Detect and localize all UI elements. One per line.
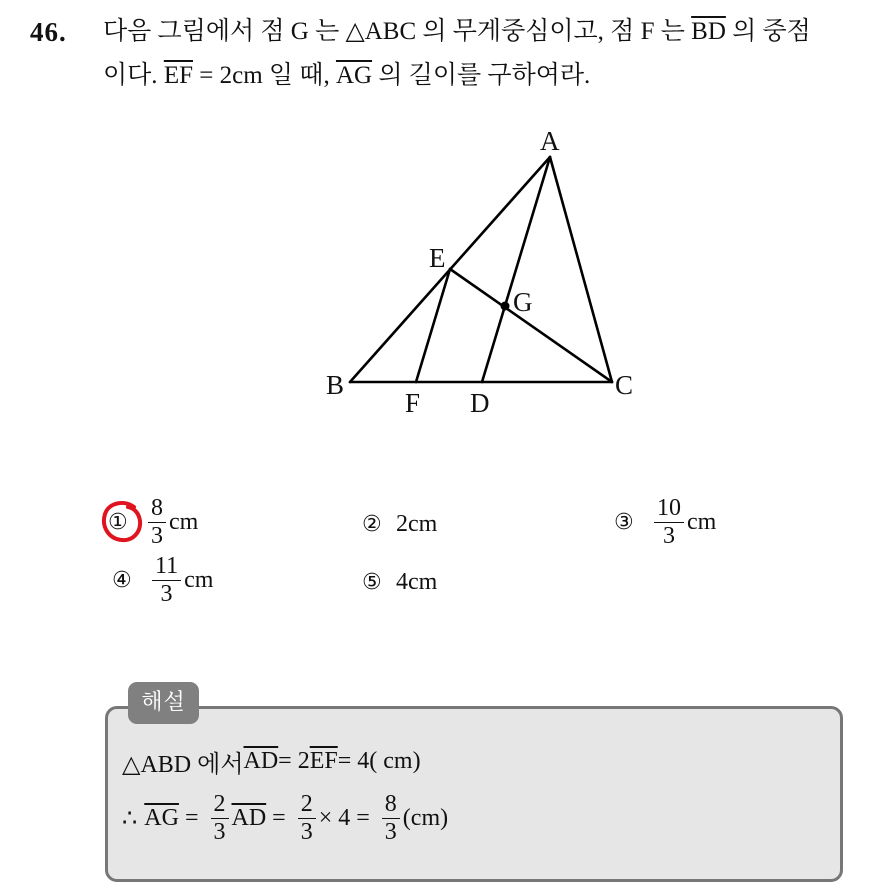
choice-4-marker: ④ xyxy=(112,568,132,593)
solution-2a: = xyxy=(178,805,205,831)
label-f: F xyxy=(405,388,421,418)
choice-1-unit: cm xyxy=(169,509,199,535)
segment-ef-line xyxy=(416,269,450,382)
choice-2-marker: ② xyxy=(362,512,382,537)
label-b: B xyxy=(326,370,345,400)
solution-fraction-1-num: 2 xyxy=(211,791,229,819)
solution-segment-ad: $\overline{AD}$ xyxy=(243,748,279,774)
choice-2-value: 2cm xyxy=(396,511,438,537)
solution-line-2 xyxy=(122,791,448,846)
choice-5-value: 4cm xyxy=(396,569,438,595)
choice-4-unit: cm xyxy=(184,567,214,593)
choice-4[interactable] xyxy=(112,553,213,608)
label-e: E xyxy=(429,243,446,273)
solution-2c: × 4 = xyxy=(318,805,376,831)
solution-segment-ef: $\overline{EF}$ xyxy=(309,748,338,774)
choice-3[interactable] xyxy=(614,495,716,550)
choice-3-denominator: 3 xyxy=(663,523,675,549)
solution-unit: (cm) xyxy=(402,805,449,831)
label-g: G xyxy=(513,287,533,317)
solution-2b: = xyxy=(266,805,292,831)
solution-fraction-2-den: 3 xyxy=(300,819,313,845)
solution-fraction-3 xyxy=(382,791,400,846)
median-ce xyxy=(450,269,612,382)
question-text-1a: 다음 그림에서 점 G 는 △ABC 의 무게중심이고, 점 F 는 xyxy=(103,18,692,45)
label-a: A xyxy=(540,126,560,156)
solution-fraction-3-den: 3 xyxy=(384,819,397,845)
question-text-1b: 의 중점 xyxy=(725,18,811,45)
solution-1c: = 4( cm) xyxy=(337,748,421,774)
choice-2[interactable] xyxy=(362,511,437,538)
solution-line-1 xyxy=(122,744,421,779)
choice-3-fraction xyxy=(654,495,684,550)
choice-4-numerator: 11 xyxy=(152,553,181,581)
choice-4-fraction xyxy=(152,553,181,608)
label-c: C xyxy=(615,370,634,400)
choice-3-marker: ③ xyxy=(614,510,634,535)
segment-bd: $\overline{BD}$ xyxy=(691,18,726,45)
choice-4-denominator: 3 xyxy=(160,581,173,607)
solution-fraction-1 xyxy=(211,791,229,846)
choice-1-denominator: 3 xyxy=(151,523,163,549)
solution-1a: △ABD 에서 xyxy=(122,752,244,778)
question-text-2c: 의 길이를 구하여라. xyxy=(372,62,591,89)
choice-5-marker: ⑤ xyxy=(362,570,382,595)
choice-5[interactable] xyxy=(362,569,437,596)
solution-segment-ad-2: $\overline{AD}$ xyxy=(231,805,267,831)
therefore-symbol: ∴ xyxy=(122,806,138,832)
choice-3-numerator: 10 xyxy=(654,495,684,523)
solution-fraction-3-num: 8 xyxy=(382,791,400,819)
question-text-line-2 xyxy=(103,56,590,96)
solution-fraction-2-num: 2 xyxy=(298,791,316,819)
solution-tag: 해설 xyxy=(128,682,199,724)
solution-fraction-1-den: 3 xyxy=(213,819,226,845)
choice-1-fraction xyxy=(148,495,166,550)
choice-3-unit: cm xyxy=(687,509,717,535)
solution-1b: = 2 xyxy=(278,748,310,774)
side-ac xyxy=(550,157,612,382)
solution-segment-ag: $\overline{AG}$ xyxy=(144,805,179,831)
median-ad xyxy=(482,157,550,382)
solution-fraction-2 xyxy=(298,791,316,846)
question-text-2a: 이다. xyxy=(103,62,164,89)
segment-ag: $\overline{AG}$ xyxy=(335,62,373,89)
question-text-2b: = 2cm 일 때, xyxy=(193,62,336,89)
choice-1[interactable] xyxy=(108,495,198,550)
choice-1-numerator: 8 xyxy=(148,495,166,523)
side-ab xyxy=(350,157,550,382)
question-text-line-1 xyxy=(103,12,811,52)
question-number: 46. xyxy=(30,17,67,47)
label-d: D xyxy=(470,388,490,418)
choice-1-marker: ① xyxy=(108,510,128,535)
segment-ef: $\overline{EF}$ xyxy=(163,62,193,89)
centroid-point xyxy=(501,302,510,311)
